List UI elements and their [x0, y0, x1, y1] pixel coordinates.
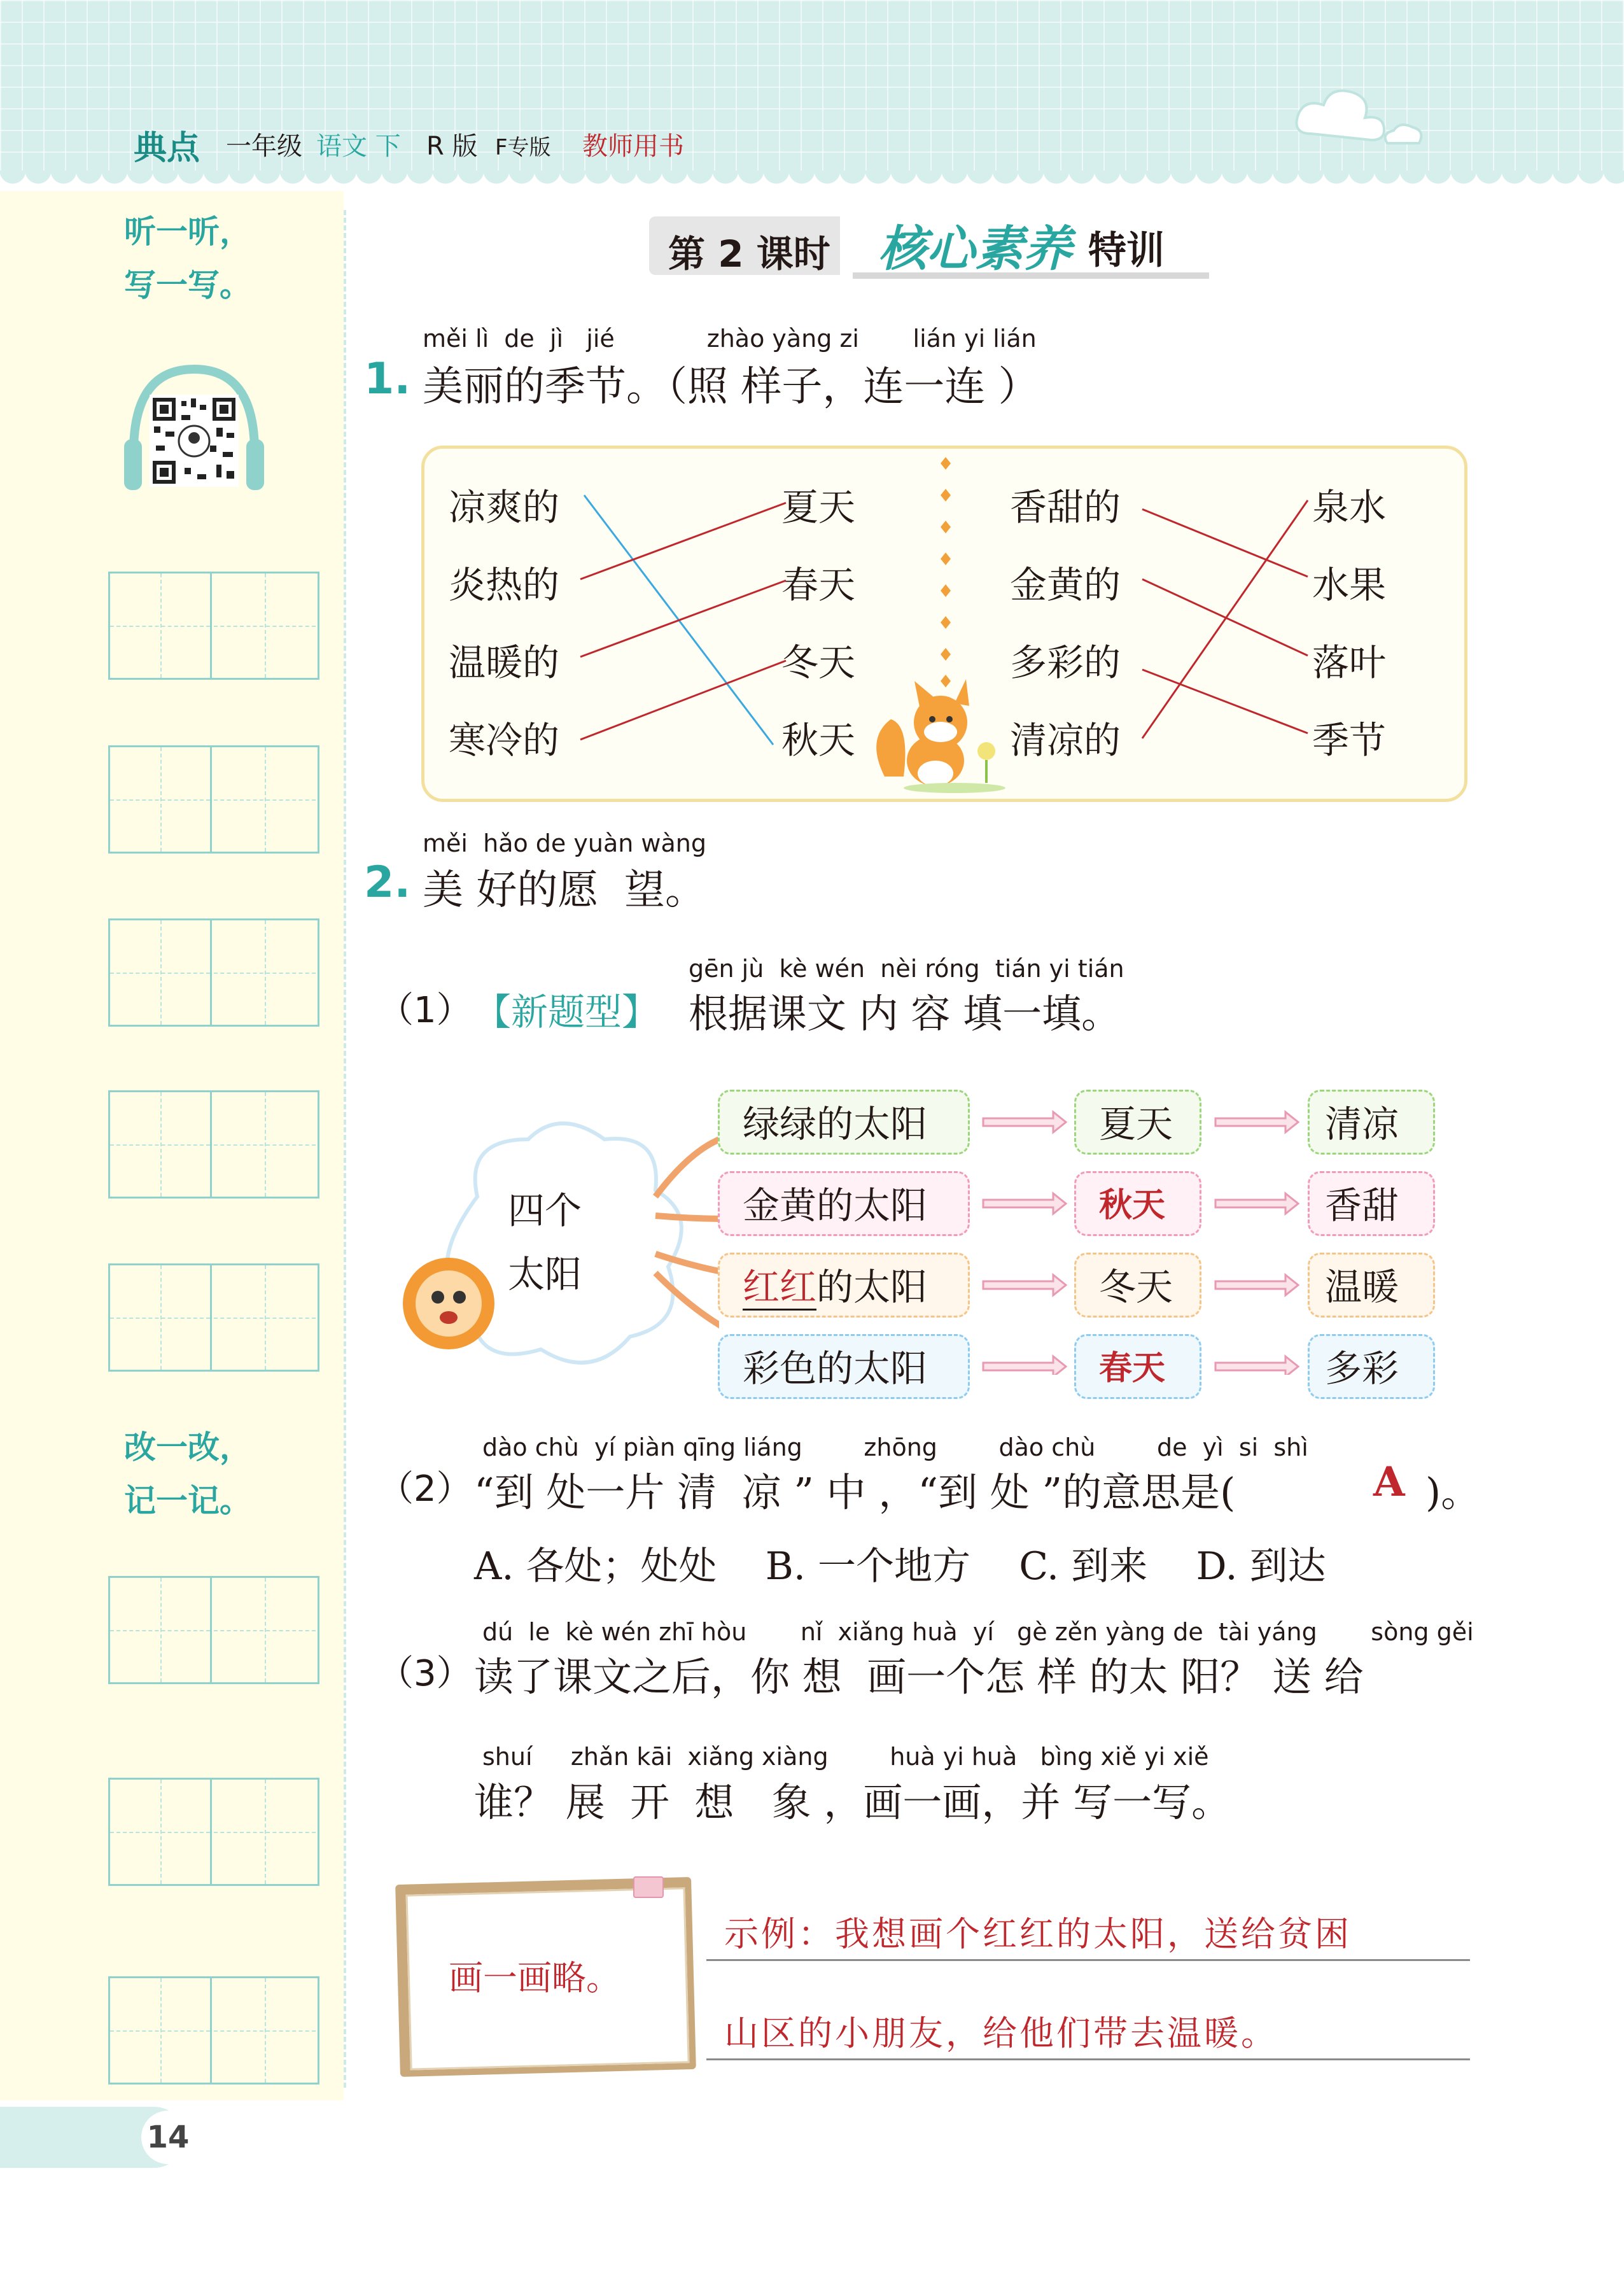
answer-match-line — [1142, 500, 1308, 738]
writing-grid[interactable] — [108, 1976, 319, 2085]
feeling-box: 清凉 — [1308, 1090, 1435, 1155]
match-right-word[interactable]: 清凉的 — [1010, 719, 1121, 762]
arrow-icon — [1215, 1275, 1298, 1295]
q2-2-number: （2） — [378, 1468, 472, 1510]
cloud-label-line1: 四个 — [508, 1189, 582, 1232]
special-edition-label: F专版 — [495, 135, 551, 160]
sun-box: 彩色的太阳 — [718, 1334, 970, 1399]
choice-answer: A — [1373, 1458, 1405, 1506]
writing-grid[interactable] — [108, 918, 319, 1027]
drawing-answer: 画一画略。 — [449, 1958, 620, 1998]
match-right-word[interactable]: 多彩的 — [1010, 641, 1121, 684]
writing-grid[interactable] — [108, 1263, 319, 1372]
page-number: 14 — [141, 2111, 195, 2164]
flow-arrows — [980, 1107, 1311, 1375]
subject-label: 语文 下 — [316, 132, 401, 161]
q2-3-number: （3） — [378, 1653, 472, 1694]
lesson-title-suffix: 特训 — [1088, 229, 1165, 273]
match-right-target[interactable]: 泉水 — [1312, 486, 1387, 529]
match-left-word[interactable]: 寒冷的 — [449, 719, 560, 762]
listen-title-line2: 写一写。 — [124, 267, 251, 304]
answer-match-line — [580, 503, 786, 579]
lesson-title: 核心素养 — [878, 220, 1072, 277]
match-left-word[interactable]: 温暖的 — [449, 641, 560, 684]
tape-icon — [633, 1876, 664, 1898]
answer-match-line — [1142, 509, 1308, 577]
sun-box — [718, 1253, 970, 1318]
match-left-word[interactable]: 炎热的 — [449, 563, 560, 607]
q2-2-prompt: “到 处一片 清 凉 ” 中 ，“到 处 ”的意思是( — [474, 1469, 1236, 1515]
feeling-box: 多彩 — [1308, 1334, 1435, 1399]
q2-3-prompt-line2: 谁？ 展 开 想 象 ，画一画，并 写一写。 — [474, 1779, 1231, 1825]
sun-box: 绿绿的太阳 — [718, 1090, 970, 1155]
arrow-icon — [1215, 1193, 1298, 1214]
match-right-word[interactable]: 金黄的 — [1010, 563, 1121, 607]
fix-title-line2: 记一记。 — [124, 1482, 251, 1519]
match-right-target[interactable]: 季节 — [1312, 719, 1387, 762]
season-answer-box: 春天 — [1074, 1334, 1201, 1399]
fox-illustration — [876, 679, 1005, 793]
written-answer-line2: 山区的小朋友，给他们带去温暖。 — [724, 2013, 1278, 2053]
teacher-book-label: 教师用书 — [582, 132, 684, 161]
q2-1-pinyin: gēn jù kè wén nèi róng tián yi tián — [689, 955, 1124, 983]
edition-label: R 版 — [426, 132, 478, 161]
writing-line[interactable] — [706, 2058, 1470, 2060]
q2-2-close: )。 — [1425, 1469, 1481, 1515]
writing-grid[interactable] — [108, 1090, 319, 1199]
cloud-label-line2: 太阳 — [508, 1253, 582, 1296]
answer-match-line — [580, 580, 786, 657]
feeling-box: 香甜 — [1308, 1171, 1435, 1236]
writing-grid[interactable] — [108, 1778, 319, 1886]
fill-answer: 红红 — [743, 1265, 816, 1311]
season-box: 冬天 — [1074, 1253, 1201, 1318]
feeling-box: 温暖 — [1308, 1253, 1435, 1318]
q2-3-prompt-line1: 读了课文之后，你 想 画一个怎 样 的太 阳？ 送 给 — [474, 1654, 1364, 1700]
answer-match-line — [580, 661, 786, 740]
match-left-target[interactable]: 秋天 — [781, 719, 856, 762]
fix-title-line1: 改一改， — [124, 1429, 251, 1466]
answer-match-line — [1142, 579, 1308, 656]
sun-box-text: 的太阳 — [816, 1265, 928, 1309]
lesson-label: 第 2 课时 — [668, 232, 830, 276]
match-left-target[interactable]: 冬天 — [781, 641, 856, 684]
q2-3-pinyin-line1: dú le kè wén zhī hòu nǐ xiǎng huà yí gè zěn yàng de tài yáng sòng gěi — [482, 1618, 1474, 1646]
grade-label: 一年级 — [226, 132, 302, 161]
q2-prompt: 美 好的愿 望。 — [423, 867, 706, 914]
match-right-word[interactable]: 香甜的 — [1010, 486, 1121, 529]
match-left-word[interactable]: 凉爽的 — [449, 486, 560, 529]
match-right-target[interactable]: 水果 — [1312, 563, 1387, 607]
arrow-icon — [1215, 1356, 1298, 1375]
season-box: 夏天 — [1074, 1090, 1201, 1155]
arrow-icon — [983, 1275, 1066, 1295]
q1-pinyin: měi lì de jì jié zhào yàng zi lián yi lián — [423, 325, 1037, 353]
sun-box: 金黄的太阳 — [718, 1171, 970, 1236]
arrow-icon — [983, 1112, 1066, 1132]
listen-title-line1: 听一听， — [124, 213, 251, 250]
arrow-icon — [983, 1356, 1066, 1375]
match-right-target[interactable]: 落叶 — [1312, 641, 1387, 684]
match-left-target[interactable]: 夏天 — [781, 486, 856, 529]
q1-number: 1. — [364, 354, 411, 404]
q2-1-prompt: 根据课文 内 容 填一填。 — [689, 990, 1121, 1037]
season-answer-box: 秋天 — [1074, 1171, 1201, 1236]
arrow-icon — [983, 1193, 1066, 1214]
q2-2-options: A. 各处；处处 B. 一个地方 C. 到来 D. 到达 — [474, 1544, 1326, 1589]
q1-prompt: 美丽的季节。（照 样子，连一连 ） — [423, 363, 1039, 411]
logo: 典点 — [134, 129, 200, 167]
leaf-divider-icon — [941, 457, 951, 687]
q2-2-pinyin: dào chù yí piàn qīng liáng zhōng dào chù de yì si shì — [482, 1433, 1308, 1461]
match-left-target[interactable]: 春天 — [781, 563, 856, 607]
q2-number: 2. — [364, 857, 411, 908]
arrow-icon — [1215, 1112, 1298, 1132]
q2-1-number: （1） — [378, 990, 472, 1031]
matching-lines — [0, 0, 1624, 827]
new-question-type-tag: 【新题型】 — [474, 990, 659, 1034]
q2-3-pinyin-line2: shuí zhǎn kāi xiǎng xiàng huà yi huà bìng xiě yi xiě — [482, 1743, 1209, 1771]
writing-grid[interactable] — [108, 1576, 319, 1684]
written-answer-line1: 示例：我想画个红红的太阳，送给贫困 — [724, 1914, 1352, 1954]
writing-line[interactable] — [706, 1959, 1470, 1961]
q2-pinyin: měi hǎo de yuàn wàng — [423, 829, 706, 857]
